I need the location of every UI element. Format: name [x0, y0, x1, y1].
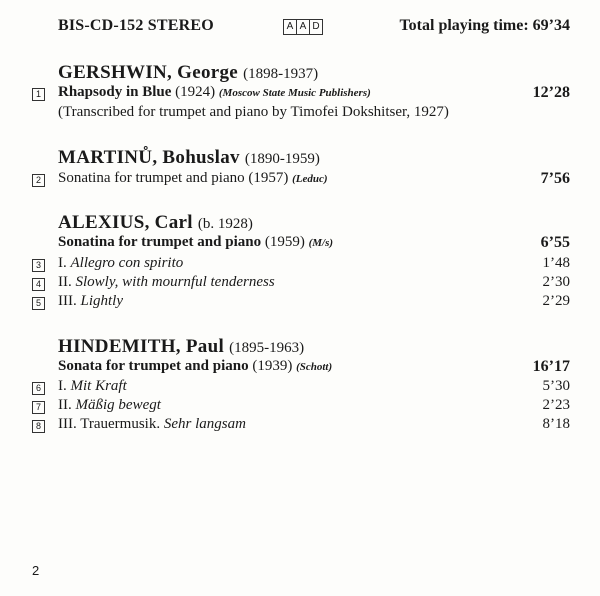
movement-duration: 1’48: [542, 255, 570, 271]
movement-row: [32, 378, 570, 398]
movement-duration: 2’29: [542, 293, 570, 309]
movement-row: [32, 293, 570, 313]
movement-roman: I.: [58, 255, 67, 271]
track-number: 7: [32, 401, 45, 414]
work-title: [58, 84, 371, 101]
track-row: [32, 84, 570, 104]
work-year: (1939): [252, 358, 293, 374]
movement-tempo: Lightly: [80, 293, 124, 309]
aad-letter: A: [283, 19, 297, 35]
work-name: Sonata for trumpet and piano: [58, 358, 249, 374]
work-year: (1924): [175, 84, 216, 100]
track-number: 1: [32, 88, 45, 101]
composer-name: MARTINŮ, Bohuslav: [58, 147, 240, 168]
movement-duration: 5’30: [542, 378, 570, 394]
movement-tempo: Mäßig bewegt: [75, 397, 161, 413]
composer-years: (1895-1963): [229, 340, 305, 356]
track-number: 5: [32, 297, 45, 310]
composer-name: ALEXIUS, Carl: [58, 212, 193, 233]
movement-title: [58, 274, 275, 291]
movement-tempo: Mit Kraft: [70, 378, 127, 394]
work-title: [58, 358, 332, 375]
composer-martinu: [58, 147, 320, 169]
page-number: 2: [32, 563, 40, 578]
work-row: [32, 234, 570, 254]
movement-tempo: Slowly, with mournful tenderness: [75, 274, 275, 290]
work-title: [58, 170, 328, 187]
movement-roman: II.: [58, 274, 72, 290]
work-duration: 6’55: [540, 234, 570, 251]
composer-name: HINDEMITH, Paul: [58, 336, 225, 357]
movement-tempo: Allegro con spirito: [70, 255, 184, 271]
work-name: Sonatina for trumpet and piano: [58, 170, 245, 186]
composer-name: GERSHWIN, George: [58, 62, 239, 83]
track-number: 6: [32, 382, 45, 395]
work-duration: 12’28: [532, 84, 570, 101]
work-title: [58, 234, 333, 251]
track-number: 8: [32, 420, 45, 433]
track-number: 2: [32, 174, 45, 187]
aad-code: [284, 19, 323, 35]
composer-years: (b. 1928): [197, 216, 253, 232]
movement-title: [58, 378, 127, 395]
movement-title: [58, 416, 246, 433]
transcription-note: (Transcribed for trumpet and piano by Timofei Dokshitser, 1927): [58, 104, 449, 120]
composer-gershwin: [58, 62, 318, 84]
movement-title: [58, 397, 161, 414]
movement-title: [58, 293, 123, 310]
movement-roman: III.: [58, 293, 77, 309]
movement-name: Trauermusik.: [80, 416, 161, 432]
track-number: 4: [32, 278, 45, 291]
catalog-number: BIS-CD-152 STEREO: [58, 17, 214, 34]
movement-row: [32, 274, 570, 294]
movement-title: [58, 255, 183, 272]
composer-alexius: [58, 212, 253, 234]
composer-years: (1898-1937): [243, 66, 319, 82]
publisher: (Schott): [296, 361, 333, 373]
track-number: 3: [32, 259, 45, 272]
work-row: [32, 358, 570, 378]
movement-duration: 2’30: [542, 274, 570, 290]
movement-roman: I.: [58, 378, 67, 394]
total-playing-time: Total playing time: 69’34: [399, 17, 570, 34]
work-duration: 7’56: [540, 170, 570, 187]
aad-letter: D: [309, 19, 323, 35]
composer-years: (1890-1959): [244, 151, 320, 167]
publisher: (M/s): [308, 237, 334, 249]
movement-row: [32, 255, 570, 275]
work-year: (1959): [264, 234, 305, 250]
movement-tempo: Sehr langsam: [163, 416, 246, 432]
aad-letter: A: [296, 19, 310, 35]
movement-row: [32, 397, 570, 417]
movement-roman: III.: [58, 416, 77, 432]
work-year: (1957): [248, 170, 289, 186]
movement-duration: 2’23: [542, 397, 570, 413]
work-name: Sonatina for trumpet and piano: [58, 234, 262, 250]
publisher: (Leduc): [292, 173, 328, 185]
publisher: (Moscow State Music Publishers): [218, 87, 371, 99]
movement-duration: 8’18: [542, 416, 570, 432]
work-name: Rhapsody in Blue: [58, 84, 172, 100]
track-row: [32, 170, 570, 190]
movement-row: [32, 416, 570, 436]
composer-hindemith: [58, 336, 304, 358]
work-duration: 16’17: [532, 358, 570, 375]
movement-roman: II.: [58, 397, 72, 413]
header: [58, 14, 570, 38]
